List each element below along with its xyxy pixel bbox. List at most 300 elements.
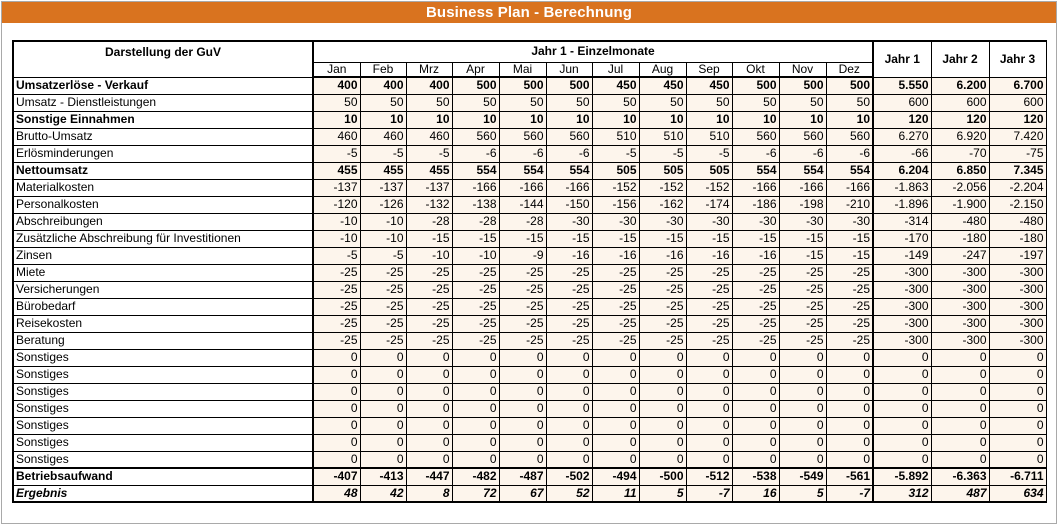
month-value-cell[interactable]: 0 xyxy=(732,383,779,400)
year-value-cell[interactable]: -2.204 xyxy=(989,179,1046,196)
year-value-cell[interactable]: -5.892 xyxy=(873,468,931,485)
month-value-cell[interactable]: 0 xyxy=(360,349,406,366)
month-value-cell[interactable]: -25 xyxy=(406,332,452,349)
year-value-cell[interactable]: -170 xyxy=(873,230,931,247)
month-value-cell[interactable]: -30 xyxy=(826,213,873,230)
month-value-cell[interactable]: 50 xyxy=(499,94,546,111)
month-value-cell[interactable]: -166 xyxy=(546,179,592,196)
month-value-cell[interactable]: 16 xyxy=(732,485,779,502)
year-value-cell[interactable]: 6.700 xyxy=(989,77,1046,94)
month-value-cell[interactable]: 0 xyxy=(592,349,639,366)
month-value-cell[interactable]: 67 xyxy=(499,485,546,502)
month-value-cell[interactable]: 0 xyxy=(686,366,732,383)
month-value-cell[interactable]: 50 xyxy=(452,94,499,111)
year-value-cell[interactable]: 0 xyxy=(873,434,931,451)
year-value-cell[interactable]: 7.420 xyxy=(989,128,1046,145)
month-value-cell[interactable]: 0 xyxy=(732,349,779,366)
row-label[interactable]: Abschreibungen xyxy=(14,213,313,230)
month-value-cell[interactable]: 0 xyxy=(406,400,452,417)
month-value-cell[interactable]: 0 xyxy=(639,349,686,366)
month-value-cell[interactable]: 10 xyxy=(732,111,779,128)
row-label[interactable]: Miete xyxy=(14,264,313,281)
month-value-cell[interactable]: -28 xyxy=(406,213,452,230)
month-value-cell[interactable]: 460 xyxy=(313,128,360,145)
month-value-cell[interactable]: 455 xyxy=(313,162,360,179)
month-value-cell[interactable]: 450 xyxy=(639,77,686,94)
month-value-cell[interactable]: 0 xyxy=(639,451,686,468)
month-value-cell[interactable]: -25 xyxy=(592,264,639,281)
year-value-cell[interactable]: 634 xyxy=(989,485,1046,502)
year-value-cell[interactable]: 0 xyxy=(873,366,931,383)
month-value-cell[interactable]: -25 xyxy=(360,281,406,298)
month-value-cell[interactable]: -25 xyxy=(313,315,360,332)
month-value-cell[interactable]: 10 xyxy=(499,111,546,128)
month-value-cell[interactable]: -25 xyxy=(452,281,499,298)
month-value-cell[interactable]: -7 xyxy=(826,485,873,502)
month-value-cell[interactable]: 0 xyxy=(592,417,639,434)
row-label[interactable]: Sonstiges xyxy=(14,434,313,451)
month-value-cell[interactable]: -25 xyxy=(639,332,686,349)
year-value-cell[interactable]: 600 xyxy=(989,94,1046,111)
month-value-cell[interactable]: 8 xyxy=(406,485,452,502)
month-value-cell[interactable]: -500 xyxy=(639,468,686,485)
month-value-cell[interactable]: 400 xyxy=(313,77,360,94)
year-value-cell[interactable]: -300 xyxy=(989,298,1046,315)
month-value-cell[interactable]: 0 xyxy=(406,366,452,383)
month-value-cell[interactable]: -6 xyxy=(499,145,546,162)
year-value-cell[interactable]: 0 xyxy=(873,400,931,417)
month-value-cell[interactable]: 0 xyxy=(452,417,499,434)
month-value-cell[interactable]: -15 xyxy=(826,247,873,264)
month-value-cell[interactable]: 500 xyxy=(779,77,826,94)
row-label[interactable]: Brutto-Umsatz xyxy=(14,128,313,145)
month-value-cell[interactable]: 0 xyxy=(499,434,546,451)
month-value-cell[interactable]: -25 xyxy=(313,281,360,298)
year-value-cell[interactable]: -300 xyxy=(873,315,931,332)
month-value-cell[interactable]: 0 xyxy=(826,434,873,451)
year-value-cell[interactable]: 6.200 xyxy=(931,77,989,94)
month-value-cell[interactable]: 0 xyxy=(779,366,826,383)
month-value-cell[interactable]: -25 xyxy=(592,315,639,332)
month-value-cell[interactable]: -9 xyxy=(499,247,546,264)
year-value-cell[interactable]: -180 xyxy=(931,230,989,247)
month-value-cell[interactable]: -25 xyxy=(546,264,592,281)
row-label[interactable]: Zinsen xyxy=(14,247,313,264)
month-value-cell[interactable]: -15 xyxy=(639,230,686,247)
month-value-cell[interactable]: -25 xyxy=(499,332,546,349)
month-value-cell[interactable]: 10 xyxy=(406,111,452,128)
month-value-cell[interactable]: 50 xyxy=(639,94,686,111)
month-value-cell[interactable]: -5 xyxy=(360,247,406,264)
month-value-cell[interactable]: 0 xyxy=(313,434,360,451)
month-value-cell[interactable]: -25 xyxy=(406,298,452,315)
month-value-cell[interactable]: 510 xyxy=(686,128,732,145)
month-value-cell[interactable]: -16 xyxy=(546,247,592,264)
month-value-cell[interactable]: -15 xyxy=(732,230,779,247)
month-value-cell[interactable]: -137 xyxy=(406,179,452,196)
month-value-cell[interactable]: -16 xyxy=(592,247,639,264)
month-value-cell[interactable]: -166 xyxy=(452,179,499,196)
month-value-cell[interactable]: 0 xyxy=(779,383,826,400)
year-value-cell[interactable]: 0 xyxy=(989,349,1046,366)
month-value-cell[interactable]: -10 xyxy=(313,213,360,230)
month-value-cell[interactable]: -15 xyxy=(499,230,546,247)
month-value-cell[interactable]: -25 xyxy=(639,281,686,298)
month-value-cell[interactable]: 0 xyxy=(826,417,873,434)
month-value-cell[interactable]: -25 xyxy=(686,264,732,281)
year-value-cell[interactable]: 0 xyxy=(873,383,931,400)
year-value-cell[interactable]: -300 xyxy=(989,315,1046,332)
year-value-cell[interactable]: 0 xyxy=(931,434,989,451)
month-value-cell[interactable]: -166 xyxy=(779,179,826,196)
month-value-cell[interactable]: 0 xyxy=(592,400,639,417)
month-value-cell[interactable]: -5 xyxy=(313,247,360,264)
month-value-cell[interactable]: 0 xyxy=(452,366,499,383)
row-label[interactable]: Reisekosten xyxy=(14,315,313,332)
month-value-cell[interactable]: -15 xyxy=(546,230,592,247)
month-value-cell[interactable]: 0 xyxy=(406,383,452,400)
month-value-cell[interactable]: -561 xyxy=(826,468,873,485)
month-value-cell[interactable]: -25 xyxy=(360,298,406,315)
month-value-cell[interactable]: 554 xyxy=(779,162,826,179)
month-value-cell[interactable]: -538 xyxy=(732,468,779,485)
month-value-cell[interactable]: 0 xyxy=(452,383,499,400)
year-value-cell[interactable]: 0 xyxy=(989,451,1046,468)
year-value-cell[interactable]: -75 xyxy=(989,145,1046,162)
month-value-cell[interactable]: -25 xyxy=(732,298,779,315)
month-value-cell[interactable]: -25 xyxy=(779,264,826,281)
month-value-cell[interactable]: -25 xyxy=(592,298,639,315)
month-value-cell[interactable]: -15 xyxy=(406,230,452,247)
month-value-cell[interactable]: -10 xyxy=(452,247,499,264)
month-value-cell[interactable]: 0 xyxy=(313,383,360,400)
month-value-cell[interactable]: 0 xyxy=(639,366,686,383)
month-value-cell[interactable]: -25 xyxy=(546,298,592,315)
year-value-cell[interactable]: 6.920 xyxy=(931,128,989,145)
month-value-cell[interactable]: 560 xyxy=(732,128,779,145)
month-value-cell[interactable]: -126 xyxy=(360,196,406,213)
month-value-cell[interactable]: 0 xyxy=(313,451,360,468)
month-value-cell[interactable]: -137 xyxy=(360,179,406,196)
month-value-cell[interactable]: 505 xyxy=(639,162,686,179)
month-value-cell[interactable]: 0 xyxy=(826,451,873,468)
month-value-cell[interactable]: -162 xyxy=(639,196,686,213)
year-value-cell[interactable]: 0 xyxy=(989,383,1046,400)
month-value-cell[interactable]: -25 xyxy=(546,281,592,298)
year-value-cell[interactable]: -300 xyxy=(931,264,989,281)
month-value-cell[interactable]: -166 xyxy=(826,179,873,196)
month-value-cell[interactable]: 0 xyxy=(452,400,499,417)
month-value-cell[interactable]: -447 xyxy=(406,468,452,485)
month-value-cell[interactable]: -152 xyxy=(639,179,686,196)
month-value-cell[interactable]: 52 xyxy=(546,485,592,502)
month-value-cell[interactable]: -25 xyxy=(499,315,546,332)
month-value-cell[interactable]: -487 xyxy=(499,468,546,485)
month-value-cell[interactable]: 10 xyxy=(639,111,686,128)
month-value-cell[interactable]: -25 xyxy=(779,281,826,298)
month-value-cell[interactable]: -150 xyxy=(546,196,592,213)
month-value-cell[interactable]: -25 xyxy=(452,315,499,332)
month-value-cell[interactable]: -15 xyxy=(779,247,826,264)
row-label[interactable]: Sonstiges xyxy=(14,451,313,468)
month-value-cell[interactable]: 0 xyxy=(639,400,686,417)
month-value-cell[interactable]: -120 xyxy=(313,196,360,213)
month-value-cell[interactable]: -5 xyxy=(592,145,639,162)
row-label[interactable]: Betriebsaufwand xyxy=(14,468,313,485)
month-value-cell[interactable]: 400 xyxy=(360,77,406,94)
month-value-cell[interactable]: -25 xyxy=(779,298,826,315)
month-value-cell[interactable]: 0 xyxy=(779,417,826,434)
year-value-cell[interactable]: -1.863 xyxy=(873,179,931,196)
month-value-cell[interactable]: 0 xyxy=(499,366,546,383)
year-value-cell[interactable]: -2.056 xyxy=(931,179,989,196)
month-value-cell[interactable]: -25 xyxy=(592,281,639,298)
month-value-cell[interactable]: 10 xyxy=(592,111,639,128)
year-value-cell[interactable]: 0 xyxy=(989,366,1046,383)
row-label[interactable]: Beratung xyxy=(14,332,313,349)
month-value-cell[interactable]: -25 xyxy=(779,315,826,332)
year-value-cell[interactable]: -480 xyxy=(989,213,1046,230)
month-value-cell[interactable]: -25 xyxy=(452,332,499,349)
month-value-cell[interactable]: -30 xyxy=(779,213,826,230)
month-value-cell[interactable]: -6 xyxy=(546,145,592,162)
year-value-cell[interactable]: -300 xyxy=(989,281,1046,298)
month-value-cell[interactable]: 0 xyxy=(313,417,360,434)
month-value-cell[interactable]: -16 xyxy=(639,247,686,264)
year-value-cell[interactable]: -480 xyxy=(931,213,989,230)
month-value-cell[interactable]: 0 xyxy=(546,400,592,417)
row-label[interactable]: Sonstiges xyxy=(14,400,313,417)
month-value-cell[interactable]: 0 xyxy=(499,383,546,400)
month-value-cell[interactable]: -152 xyxy=(592,179,639,196)
row-label[interactable]: Bürobedarf xyxy=(14,298,313,315)
month-value-cell[interactable]: -10 xyxy=(313,230,360,247)
month-value-cell[interactable]: -10 xyxy=(360,230,406,247)
month-value-cell[interactable]: 510 xyxy=(639,128,686,145)
month-value-cell[interactable]: 0 xyxy=(313,349,360,366)
year-value-cell[interactable]: 0 xyxy=(931,383,989,400)
month-value-cell[interactable]: 400 xyxy=(406,77,452,94)
month-value-cell[interactable]: 500 xyxy=(452,77,499,94)
month-value-cell[interactable]: 0 xyxy=(686,417,732,434)
month-value-cell[interactable]: 0 xyxy=(639,417,686,434)
month-value-cell[interactable]: 0 xyxy=(406,417,452,434)
month-value-cell[interactable]: 460 xyxy=(406,128,452,145)
month-value-cell[interactable]: 0 xyxy=(546,383,592,400)
month-value-cell[interactable]: -15 xyxy=(779,230,826,247)
month-value-cell[interactable]: -30 xyxy=(546,213,592,230)
month-value-cell[interactable]: 560 xyxy=(779,128,826,145)
year-value-cell[interactable]: -300 xyxy=(873,264,931,281)
month-value-cell[interactable]: -25 xyxy=(826,332,873,349)
month-value-cell[interactable]: -15 xyxy=(592,230,639,247)
month-value-cell[interactable]: -10 xyxy=(406,247,452,264)
year-value-cell[interactable]: 0 xyxy=(931,349,989,366)
month-value-cell[interactable]: 0 xyxy=(732,451,779,468)
month-value-cell[interactable]: 0 xyxy=(360,400,406,417)
month-value-cell[interactable]: 10 xyxy=(779,111,826,128)
month-value-cell[interactable]: 10 xyxy=(546,111,592,128)
year-value-cell[interactable]: -197 xyxy=(989,247,1046,264)
month-value-cell[interactable]: 50 xyxy=(826,94,873,111)
month-value-cell[interactable]: -25 xyxy=(360,315,406,332)
month-value-cell[interactable]: -138 xyxy=(452,196,499,213)
month-value-cell[interactable]: 0 xyxy=(779,451,826,468)
month-value-cell[interactable]: 48 xyxy=(313,485,360,502)
month-value-cell[interactable]: -25 xyxy=(732,332,779,349)
month-value-cell[interactable]: -144 xyxy=(499,196,546,213)
month-value-cell[interactable]: 50 xyxy=(732,94,779,111)
month-value-cell[interactable]: 0 xyxy=(779,349,826,366)
month-value-cell[interactable]: 0 xyxy=(360,434,406,451)
month-value-cell[interactable]: 560 xyxy=(452,128,499,145)
month-value-cell[interactable]: 0 xyxy=(826,400,873,417)
month-value-cell[interactable]: 0 xyxy=(499,451,546,468)
month-value-cell[interactable]: -494 xyxy=(592,468,639,485)
month-value-cell[interactable]: 0 xyxy=(360,366,406,383)
month-value-cell[interactable]: -10 xyxy=(360,213,406,230)
month-value-cell[interactable]: -198 xyxy=(779,196,826,213)
month-value-cell[interactable]: -25 xyxy=(313,298,360,315)
month-value-cell[interactable]: -25 xyxy=(360,332,406,349)
month-value-cell[interactable]: 0 xyxy=(546,366,592,383)
month-value-cell[interactable]: -5 xyxy=(406,145,452,162)
month-value-cell[interactable]: 10 xyxy=(360,111,406,128)
month-value-cell[interactable]: -25 xyxy=(592,332,639,349)
month-value-cell[interactable]: 0 xyxy=(452,349,499,366)
month-value-cell[interactable]: 560 xyxy=(826,128,873,145)
month-value-cell[interactable]: 0 xyxy=(686,451,732,468)
month-value-cell[interactable]: -152 xyxy=(686,179,732,196)
row-label[interactable]: Ergebnis xyxy=(14,485,313,502)
year-value-cell[interactable]: 0 xyxy=(873,349,931,366)
year-value-cell[interactable]: -300 xyxy=(873,281,931,298)
row-label[interactable]: Materialkosten xyxy=(14,179,313,196)
month-value-cell[interactable]: 500 xyxy=(499,77,546,94)
month-value-cell[interactable]: 0 xyxy=(546,349,592,366)
month-value-cell[interactable]: 0 xyxy=(779,434,826,451)
year-value-cell[interactable]: -300 xyxy=(931,315,989,332)
month-value-cell[interactable]: 0 xyxy=(546,434,592,451)
month-value-cell[interactable]: -25 xyxy=(686,332,732,349)
month-value-cell[interactable]: -25 xyxy=(639,298,686,315)
year-value-cell[interactable]: -6.363 xyxy=(931,468,989,485)
month-value-cell[interactable]: 0 xyxy=(406,451,452,468)
month-value-cell[interactable]: -30 xyxy=(686,213,732,230)
month-value-cell[interactable]: -15 xyxy=(686,230,732,247)
month-value-cell[interactable]: 450 xyxy=(686,77,732,94)
month-value-cell[interactable]: -25 xyxy=(313,332,360,349)
row-label[interactable]: Versicherungen xyxy=(14,281,313,298)
month-value-cell[interactable]: -25 xyxy=(546,332,592,349)
month-value-cell[interactable]: -25 xyxy=(499,281,546,298)
year-value-cell[interactable]: -2.150 xyxy=(989,196,1046,213)
month-value-cell[interactable]: 0 xyxy=(732,366,779,383)
month-value-cell[interactable]: -5 xyxy=(360,145,406,162)
row-label[interactable]: Umsatzerlöse - Verkauf xyxy=(14,77,313,94)
month-value-cell[interactable]: -7 xyxy=(686,485,732,502)
year-value-cell[interactable]: -66 xyxy=(873,145,931,162)
row-label[interactable]: Sonstige Einnahmen xyxy=(14,111,313,128)
year-value-cell[interactable]: -180 xyxy=(989,230,1046,247)
month-value-cell[interactable]: 50 xyxy=(592,94,639,111)
month-value-cell[interactable]: 0 xyxy=(686,400,732,417)
year-value-cell[interactable]: -300 xyxy=(989,264,1046,281)
month-value-cell[interactable]: 50 xyxy=(406,94,452,111)
month-value-cell[interactable]: 50 xyxy=(779,94,826,111)
month-value-cell[interactable]: -156 xyxy=(592,196,639,213)
month-value-cell[interactable]: 554 xyxy=(499,162,546,179)
month-value-cell[interactable]: 455 xyxy=(406,162,452,179)
month-value-cell[interactable]: 0 xyxy=(826,383,873,400)
month-value-cell[interactable]: 0 xyxy=(779,400,826,417)
month-value-cell[interactable]: -6 xyxy=(779,145,826,162)
month-value-cell[interactable]: 0 xyxy=(452,434,499,451)
year-value-cell[interactable]: 487 xyxy=(931,485,989,502)
month-value-cell[interactable]: -16 xyxy=(732,247,779,264)
month-value-cell[interactable]: -28 xyxy=(499,213,546,230)
row-label[interactable]: Nettoumsatz xyxy=(14,162,313,179)
year-value-cell[interactable]: -300 xyxy=(873,298,931,315)
month-value-cell[interactable]: 0 xyxy=(452,451,499,468)
row-label[interactable]: Erlösminderungen xyxy=(14,145,313,162)
year-value-cell[interactable]: 6.850 xyxy=(931,162,989,179)
month-value-cell[interactable]: -25 xyxy=(779,332,826,349)
month-value-cell[interactable]: 554 xyxy=(826,162,873,179)
month-value-cell[interactable]: -413 xyxy=(360,468,406,485)
month-value-cell[interactable]: 0 xyxy=(592,366,639,383)
month-value-cell[interactable]: 10 xyxy=(313,111,360,128)
year-value-cell[interactable]: -247 xyxy=(931,247,989,264)
month-value-cell[interactable]: 5 xyxy=(639,485,686,502)
month-value-cell[interactable]: -25 xyxy=(826,281,873,298)
year-value-cell[interactable]: 0 xyxy=(931,417,989,434)
month-value-cell[interactable]: 500 xyxy=(826,77,873,94)
month-value-cell[interactable]: -25 xyxy=(639,264,686,281)
year-value-cell[interactable]: 6.270 xyxy=(873,128,931,145)
month-value-cell[interactable]: -174 xyxy=(686,196,732,213)
month-value-cell[interactable]: -30 xyxy=(639,213,686,230)
month-value-cell[interactable]: 0 xyxy=(639,434,686,451)
month-value-cell[interactable]: 0 xyxy=(592,383,639,400)
month-value-cell[interactable]: 0 xyxy=(826,349,873,366)
row-label[interactable]: Umsatz - Dienstleistungen xyxy=(14,94,313,111)
year-value-cell[interactable]: 600 xyxy=(931,94,989,111)
year-value-cell[interactable]: 0 xyxy=(989,434,1046,451)
row-label[interactable]: Sonstiges xyxy=(14,349,313,366)
year-value-cell[interactable]: -6.711 xyxy=(989,468,1046,485)
month-value-cell[interactable]: 10 xyxy=(686,111,732,128)
month-value-cell[interactable]: -16 xyxy=(686,247,732,264)
month-value-cell[interactable]: -210 xyxy=(826,196,873,213)
month-value-cell[interactable]: 0 xyxy=(313,366,360,383)
month-value-cell[interactable]: -30 xyxy=(732,213,779,230)
year-value-cell[interactable]: 312 xyxy=(873,485,931,502)
month-value-cell[interactable]: -25 xyxy=(732,281,779,298)
month-value-cell[interactable]: 0 xyxy=(499,417,546,434)
month-value-cell[interactable]: -30 xyxy=(592,213,639,230)
month-value-cell[interactable]: -5 xyxy=(639,145,686,162)
month-value-cell[interactable]: -25 xyxy=(499,264,546,281)
year-value-cell[interactable]: 120 xyxy=(873,111,931,128)
month-value-cell[interactable]: -407 xyxy=(313,468,360,485)
month-value-cell[interactable]: -25 xyxy=(406,281,452,298)
year-value-cell[interactable]: 0 xyxy=(989,400,1046,417)
month-value-cell[interactable]: -25 xyxy=(826,264,873,281)
year-value-cell[interactable]: 600 xyxy=(873,94,931,111)
month-value-cell[interactable]: 0 xyxy=(360,417,406,434)
month-value-cell[interactable]: -25 xyxy=(406,315,452,332)
